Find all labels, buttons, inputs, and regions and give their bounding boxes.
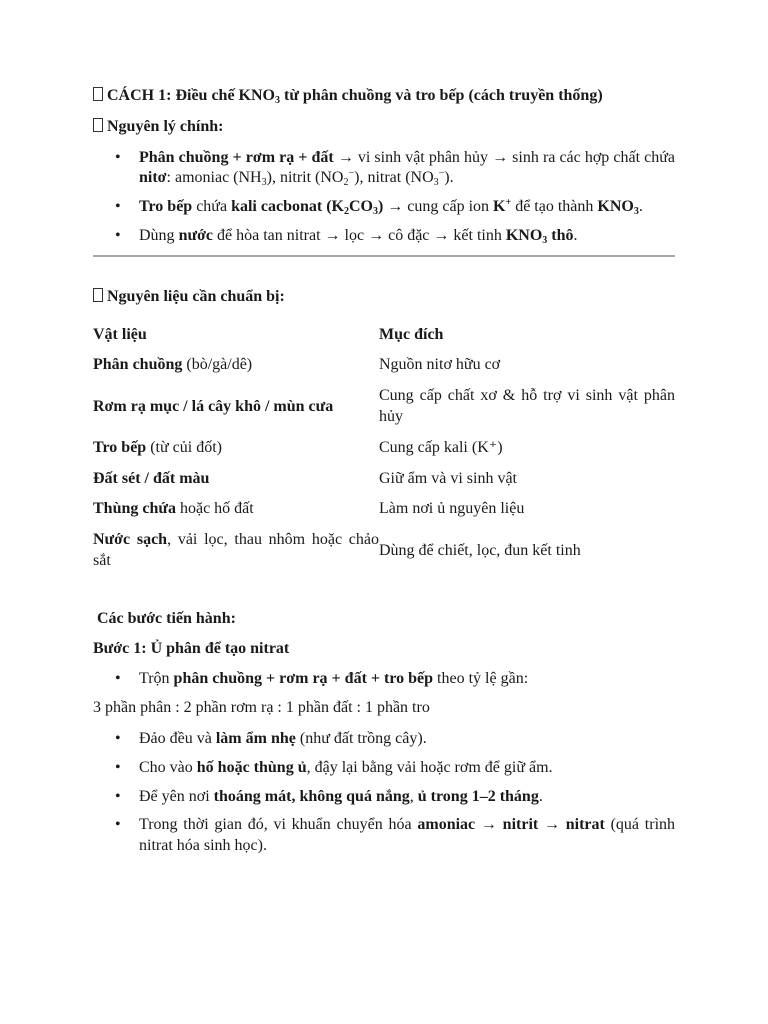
step-1-list-a bbox=[93, 669, 675, 690]
list-item bbox=[139, 226, 675, 247]
text: , vải lọc, thau nhôm hoặc chảo sắt bbox=[93, 531, 380, 569]
list-item bbox=[139, 729, 675, 750]
purpose-cell: Giữ ẩm và vi sinh vật bbox=[379, 469, 517, 487]
bold-text: amoniac → nitrit → nitrat bbox=[417, 816, 605, 834]
column-header-purpose: Mục đích bbox=[379, 325, 444, 343]
text: Cho vào bbox=[139, 758, 197, 776]
bold-text: Nước sạch bbox=[93, 531, 168, 549]
text: . bbox=[538, 787, 543, 805]
list-item bbox=[139, 758, 675, 779]
text: Trộn bbox=[139, 670, 174, 688]
bold-text: làm ẩm nhẹ bbox=[215, 729, 296, 747]
text: chứa bbox=[192, 198, 232, 216]
superscript: + bbox=[505, 197, 512, 209]
purpose-cell: Làm nơi ủ nguyên liệu bbox=[379, 500, 525, 518]
material-cell bbox=[93, 494, 379, 525]
material-cell bbox=[93, 525, 379, 577]
title-text-rest: từ phân chuồng và tro bếp (cách truyền thống) bbox=[279, 87, 603, 104]
bold-text: kali cacbonat (K bbox=[231, 198, 344, 216]
text: . bbox=[573, 226, 578, 244]
table-row bbox=[93, 350, 675, 381]
text: để tạo thành bbox=[511, 198, 598, 216]
text: theo tỷ lệ gần: bbox=[433, 670, 529, 688]
materials-heading bbox=[93, 287, 675, 308]
text: ), nitrat (NO bbox=[354, 169, 434, 187]
table-header-row bbox=[93, 320, 675, 351]
bold-text: KNO bbox=[505, 226, 543, 244]
text: (từ củi đốt) bbox=[146, 438, 222, 456]
missing-glyph-icon bbox=[93, 87, 103, 101]
materials-table bbox=[93, 320, 675, 577]
table-row bbox=[93, 525, 675, 577]
bold-text: thô bbox=[547, 226, 574, 244]
bold-text: phân chuồng + rơm rạ + đất + tro bếp bbox=[173, 670, 434, 688]
text: Để yên nơi bbox=[139, 787, 214, 805]
text: (bò/gà/dê) bbox=[182, 356, 253, 374]
text: Dùng bbox=[139, 226, 179, 244]
list-item bbox=[139, 197, 675, 218]
text: . bbox=[638, 198, 643, 216]
purpose-cell: Nguồn nitơ hữu cơ bbox=[379, 356, 501, 374]
column-header-material: Vật liệu bbox=[93, 325, 147, 343]
bold-text: ủ trong 1–2 tháng bbox=[417, 787, 539, 805]
bold-text: Thùng chứa bbox=[93, 500, 176, 518]
text: ), nitrit (NO bbox=[266, 169, 344, 187]
bold-text: thoáng mát, không quá nắng bbox=[213, 787, 410, 805]
horizontal-rule bbox=[93, 255, 675, 257]
subscript: 3 bbox=[433, 177, 439, 189]
superscript: − bbox=[348, 168, 355, 180]
text: (quá trình nitrat hóa sinh học). bbox=[139, 816, 676, 855]
material-cell bbox=[93, 433, 379, 464]
purpose-cell: Cung cấp kali (K⁺) bbox=[379, 438, 503, 456]
material-cell bbox=[93, 464, 379, 495]
step-1-list-b bbox=[93, 729, 675, 857]
principle-list bbox=[93, 148, 675, 247]
bold-text: Tro bếp bbox=[139, 198, 193, 216]
text: (như đất trồng cây). bbox=[295, 729, 427, 747]
subscript: 2 bbox=[343, 206, 349, 218]
list-item bbox=[139, 815, 675, 857]
missing-glyph-icon bbox=[93, 118, 103, 132]
bold-text: Phân chuồng + rơm rạ + đất bbox=[139, 148, 334, 166]
material-cell bbox=[93, 381, 379, 433]
bold-text: KNO bbox=[597, 198, 634, 216]
text: Trong thời gian đó, vi khuẩn chuyển hóa bbox=[139, 816, 418, 834]
bold-text: Đất sét / đất màu bbox=[93, 469, 210, 487]
list-item bbox=[139, 148, 675, 190]
section-title bbox=[93, 86, 675, 107]
bold-text: nitơ bbox=[139, 169, 167, 187]
materials-heading-text: Nguyên liệu cần chuẩn bị: bbox=[107, 287, 285, 305]
principle-heading bbox=[93, 117, 675, 138]
subscript: 3 bbox=[372, 206, 378, 218]
text: , bbox=[409, 787, 418, 805]
subscript: 2 bbox=[343, 177, 349, 189]
bold-text: Rơm rạ mục / lá cây khô / mùn cưa bbox=[93, 397, 334, 415]
step-1-title: Bước 1: Ủ phân để tạo nitrat bbox=[93, 639, 290, 657]
subscript: 3 bbox=[542, 234, 548, 246]
table-row bbox=[93, 381, 675, 433]
table-row bbox=[93, 494, 675, 525]
list-item bbox=[139, 787, 675, 808]
subscript: 3 bbox=[633, 206, 639, 218]
text: hoặc hố đất bbox=[175, 500, 254, 518]
title-text: CÁCH 1: Điều chế KNO bbox=[107, 87, 275, 104]
table-row bbox=[93, 433, 675, 464]
list-item bbox=[139, 669, 675, 690]
bold-text: CO bbox=[348, 198, 373, 216]
steps-heading: Các bước tiến hành: bbox=[97, 609, 236, 627]
text: → vi sinh vật phân hủy → sinh ra các hợp chất chứa bbox=[333, 148, 676, 166]
purpose-cell: Cung cấp chất xơ & hỗ trợ vi sinh vật phân hủy bbox=[379, 387, 675, 425]
text: : amoniac (NH bbox=[166, 169, 262, 187]
document-page bbox=[93, 86, 675, 865]
material-cell bbox=[93, 350, 379, 381]
purpose-cell: Dùng để chiết, lọc, đun kết tinh bbox=[379, 541, 581, 559]
bold-text: K bbox=[493, 198, 506, 216]
bold-text: ) bbox=[377, 198, 384, 216]
bold-text: hố hoặc thùng ủ bbox=[196, 758, 307, 776]
bold-text: Tro bếp bbox=[93, 438, 147, 456]
principle-heading-text: Nguyên lý chính: bbox=[107, 117, 224, 135]
title-subscript: 3 bbox=[274, 95, 280, 106]
subscript: 3 bbox=[261, 177, 267, 189]
text: Đảo đều và bbox=[139, 729, 216, 747]
bold-text: nước bbox=[178, 226, 214, 244]
superscript: − bbox=[438, 168, 445, 180]
table-row bbox=[93, 464, 675, 495]
ratio-line: 3 phần phân : 2 phần rơm rạ : 1 phần đất : 1 phần tro bbox=[93, 699, 430, 717]
text: , đậy lại bằng vải hoặc rơm để giữ ẩm. bbox=[306, 758, 553, 776]
text: để hòa tan nitrat → lọc → cô đặc → kết tinh bbox=[213, 226, 506, 244]
missing-glyph-icon bbox=[93, 288, 103, 302]
text: ). bbox=[444, 169, 454, 187]
text: → cung cấp ion bbox=[383, 198, 494, 216]
bold-text: Phân chuồng bbox=[93, 356, 183, 374]
